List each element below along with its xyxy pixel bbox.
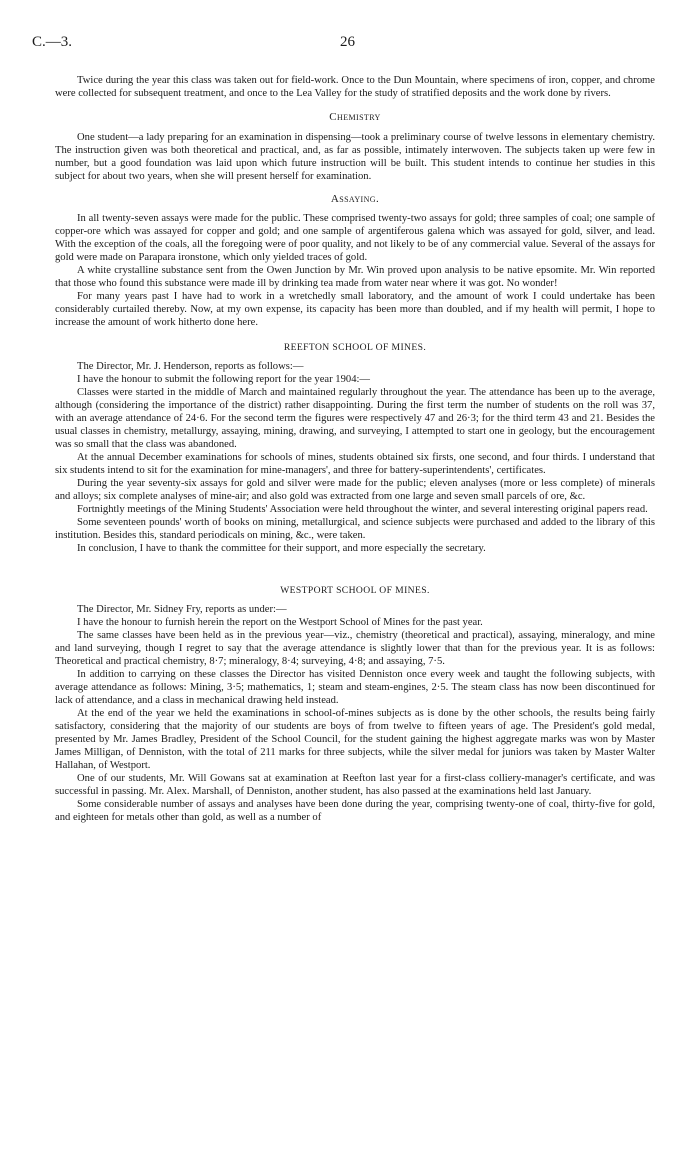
section-heading-reefton: REEFTON SCHOOL OF MINES. <box>283 342 427 353</box>
paragraph: The Director, Mr. Sidney Fry, reports as under:— <box>77 604 287 615</box>
page-body <box>55 74 655 824</box>
assaying-section <box>55 193 655 329</box>
paragraph: One student—a lady preparing for an examination in dispensing—took a preliminary course of twelve lessons in elementary chemistry. The instruction given was both theoretical and practical, and, as far as possible, intimately interwoven. The subjects taken up were few in number, but a good foundation was laid upon which future instruction will be built. This student intends to continue her studies in this subject for about two years, when she will present herself for examination. <box>55 132 655 182</box>
paragraph: In all twenty-seven assays were made for the public. These comprised twenty-two assays for gold; three samples of coal; one sample of copper-ore which was assayed for copper and gold; and one sample of argentiferous galena which was assayed for gold, silver, and lead. With the exception of the coals, all the foregoing were of poor quality, and not likely to be of any commercial value. Several of the assays for gold were made on Parapara ironstone, which only yielded traces of gold. <box>55 213 655 263</box>
paragraph: At the end of the year we held the examinations in school-of-mines subjects as is done by the other schools, the results being fairly satisfactory, considering that the majority of our students are boys of from twelve to fifteen years of age. The President's gold medal, presented by Mr. James Bradley, President of the School Council, for the student gaining the highest aggregate marks was won by Master James Milligan, of Denniston, with the total of 211 marks for three subjects, while the silver medal for juniors was taken by Master Walter Hallahan, of Westport. <box>55 708 655 771</box>
paragraph: Some seventeen pounds' worth of books on mining, metallurgical, and science subjects were purchased and added to the library of this institution. Besides this, standard periodicals on mining, &c., were taken. <box>55 517 655 541</box>
westport-section <box>55 584 655 824</box>
page-number: 26 <box>340 34 355 50</box>
paragraph: For many years past I have had to work in a wretchedly small laboratory, and the amount of work I could undertake has been considerably curtailed thereby. Now, at my own expense, its capacity has been more than doubled, and if my health will permit, I hope to increase the amount of work hitherto done here. <box>55 291 655 328</box>
paragraph: I have the honour to furnish herein the report on the Westport School of Mines for the past year. <box>77 617 483 628</box>
chemistry-section <box>55 111 655 183</box>
paragraph: In conclusion, I have to thank the committee for their support, and more especially the secretary. <box>77 543 486 554</box>
paragraph: The Director, Mr. J. Henderson, reports as follows:— <box>77 361 304 372</box>
paragraph: During the year seventy-six assays for gold and silver were made for the public; eleven analyses (more or less complete) of minerals and alloys; six complete analyses of mine-air; and also gold was extracted from one large and seven small parcels of ore, &c. <box>55 478 655 502</box>
section-heading-westport: WESTPORT SCHOOL OF MINES. <box>280 585 430 596</box>
paragraph: In addition to carrying on these classes the Director has visited Denniston once every week and taught the following subjects, with average attendance as follows: Mining, 3·5; mathematics, 1; steam and steam-engines, 2·5. The steam class has now been discontinued for lack of attendance, and a class in mechanical drawing held instead. <box>55 669 655 706</box>
page-header <box>32 36 668 56</box>
paragraph: A white crystalline substance sent from the Owen Junction by Mr. Win proved upon analysis to be native epsomite. Mr. Win reported that those who found this substance were made ill by drinking tea made from water near where it was got. No wonder! <box>55 265 655 289</box>
paragraph: The same classes have been held as in the previous year—viz., chemistry (theoretical and practical), assaying, mineralogy, and mine and land surveying, though I regret to say that the average attendance is slightly lower that than for the previous year. It is as follows: Theoretical and practical chemistry, 8·7; mineralogy, 8·4; surveying, 4·8; and assaying, 7·5. <box>55 630 655 667</box>
paragraph: Some considerable number of assays and analyses have been done during the year, comprising twenty-one of coal, thirty-five for gold, and eighteen for metals other than gold, as well as a number of <box>55 799 655 823</box>
paragraph: Fortnightly meetings of the Mining Students' Association were held throughout the winter, and several interesting original papers read. <box>77 504 648 515</box>
paragraph: I have the honour to submit the following report for the year 1904:— <box>77 374 371 385</box>
section-heading-assaying: Assaying. <box>330 193 380 205</box>
paragraph: At the annual December examinations for schools of mines, students obtained six firsts, one second, and four thirds. I understand that six students intend to sit for the examination for mine-managers', and three for battery-superintendents', certificates. <box>55 452 655 476</box>
section-heading-chemistry: Chemistry <box>329 111 381 123</box>
paragraph: Classes were started in the middle of March and maintained regularly throughout the year. The attendance has been up to the average, although (considering the importance of the district) rather disappointing. During the first term the number of students on the roll was 37, with an average attendance of 24·6. For the second term the figures were respectively 47 and 26·3; for the third term 43 and 21. Besides the usual classes in chemistry, metallurgy, assaying, mining, drawing, and surveying, I attempted to start one in geology, but the encouragement was so small that the class was abandoned. <box>55 387 655 450</box>
paragraph: One of our students, Mr. Will Gowans sat at examination at Reefton last year for a first-class colliery-manager's certificate, and was successful in passing. Mr. Alex. Marshall, of Denniston, another student, has also passed at the examinations held last January. <box>55 773 655 797</box>
intro-section <box>55 74 655 100</box>
reefton-section <box>55 341 655 555</box>
paragraph: Twice during the year this class was taken out for field-work. Once to the Dun Mountain, where specimens of iron, copper, and chrome were collected for subsequent treatment, and once to the Lea Valley for the study of stratified deposits and the work done by rivers. <box>55 75 655 99</box>
report-code: C.—3. <box>32 34 73 50</box>
